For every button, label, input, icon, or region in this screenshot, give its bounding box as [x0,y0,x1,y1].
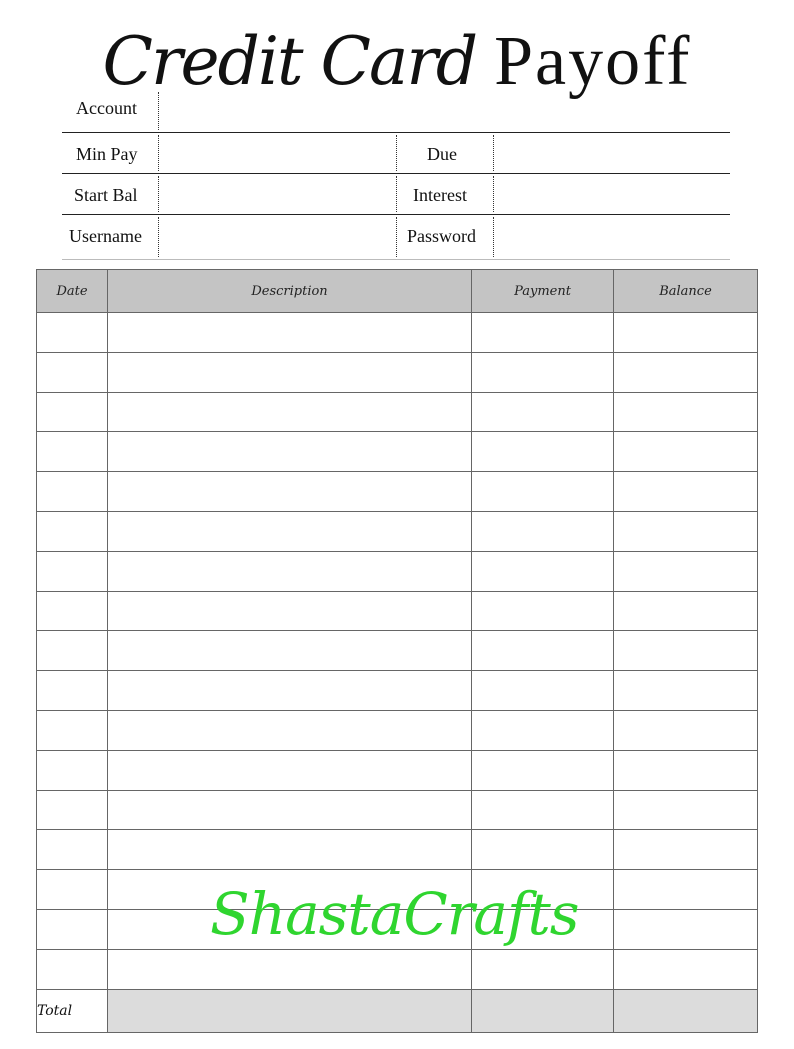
divider-dots [158,176,159,212]
payment-cell[interactable] [472,750,614,790]
column-header-date: Date [37,270,108,313]
description-cell[interactable] [108,591,472,631]
description-cell[interactable] [108,631,472,671]
account-label: Account [76,98,137,118]
payment-cell[interactable] [472,710,614,750]
divider-dots [396,135,397,171]
date-cell[interactable] [37,631,108,671]
date-cell[interactable] [37,313,108,353]
balance-cell[interactable] [614,909,758,949]
date-cell[interactable] [37,511,108,551]
description-cell[interactable] [108,352,472,392]
description-cell[interactable] [108,432,472,472]
payment-cell[interactable] [472,591,614,631]
ledger-row [37,790,758,830]
ledger-row [37,511,758,551]
payment-cell[interactable] [472,432,614,472]
description-cell[interactable] [108,551,472,591]
payment-cell[interactable] [472,671,614,711]
shastacrafts-watermark: ShastaCrafts [210,880,579,948]
divider-dots [396,217,397,257]
balance-cell[interactable] [614,790,758,830]
balance-cell[interactable] [614,472,758,512]
payment-cell[interactable] [472,511,614,551]
date-cell[interactable] [37,591,108,631]
date-cell[interactable] [37,949,108,989]
payment-cell[interactable] [472,631,614,671]
interest-label: Interest [413,185,467,205]
account-info-section [62,90,730,260]
balance-cell[interactable] [614,591,758,631]
divider-dots [493,135,494,171]
description-cell[interactable] [108,511,472,551]
balance-cell[interactable] [614,551,758,591]
balance-cell[interactable] [614,432,758,472]
ledger-row [37,830,758,870]
column-header-balance: Balance [614,270,758,313]
payment-cell[interactable] [472,949,614,989]
ledger-row [37,432,758,472]
divider-dots [158,217,159,257]
start-bal-row [62,174,730,215]
password-label: Password [407,226,477,246]
column-header-description: Description [108,270,472,313]
username-row [62,215,730,260]
payment-cell[interactable] [472,352,614,392]
balance-cell[interactable] [614,631,758,671]
balance-cell[interactable] [614,511,758,551]
title-script: Credit Card [102,23,477,100]
ledger-row [37,472,758,512]
total-payment-cell[interactable] [472,989,614,1032]
title-plain: Payoff [494,23,692,100]
payment-cell[interactable] [472,472,614,512]
total-description-cell [108,989,472,1032]
date-cell[interactable] [37,432,108,472]
description-cell[interactable] [108,830,472,870]
date-cell[interactable] [37,909,108,949]
balance-cell[interactable] [614,313,758,353]
payment-cell[interactable] [472,830,614,870]
ledger-row [37,551,758,591]
description-cell[interactable] [108,392,472,432]
ledger-row [37,710,758,750]
divider-dots [493,217,494,257]
divider-dots [493,176,494,212]
ledger-row [37,949,758,989]
date-cell[interactable] [37,472,108,512]
column-header-payment: Payment [472,270,614,313]
balance-cell[interactable] [614,830,758,870]
username-label: Username [69,226,142,246]
ledger-row [37,352,758,392]
payment-cell[interactable] [472,313,614,353]
date-cell[interactable] [37,392,108,432]
date-cell[interactable] [37,551,108,591]
ledger-row [37,392,758,432]
balance-cell[interactable] [614,710,758,750]
balance-cell[interactable] [614,870,758,910]
balance-cell[interactable] [614,352,758,392]
divider-dots [158,92,159,130]
date-cell[interactable] [37,671,108,711]
description-cell[interactable] [108,949,472,989]
due-label: Due [427,144,457,164]
total-row [37,989,758,1032]
ledger-row [37,591,758,631]
description-cell[interactable] [108,710,472,750]
ledger-row [37,631,758,671]
start-bal-label: Start Bal [74,185,138,205]
description-cell[interactable] [108,671,472,711]
ledger-row [37,671,758,711]
balance-cell[interactable] [614,750,758,790]
description-cell[interactable] [108,472,472,512]
divider-dots [158,135,159,171]
ledger-row [37,750,758,790]
ledger-row [37,313,758,353]
description-cell[interactable] [108,790,472,830]
account-row [62,90,730,133]
payment-cell[interactable] [472,392,614,432]
date-cell[interactable] [37,750,108,790]
balance-cell[interactable] [614,671,758,711]
date-cell[interactable] [37,710,108,750]
divider-dots [396,176,397,212]
date-cell[interactable] [37,830,108,870]
total-balance-cell[interactable] [614,989,758,1032]
min-pay-row [62,133,730,174]
balance-cell[interactable] [614,392,758,432]
balance-cell[interactable] [614,949,758,989]
payment-cell[interactable] [472,790,614,830]
ledger-header-row [37,270,758,313]
min-pay-label: Min Pay [76,144,138,164]
description-cell[interactable] [108,750,472,790]
date-cell[interactable] [37,870,108,910]
total-label: Total [37,989,108,1032]
payment-cell[interactable] [472,551,614,591]
date-cell[interactable] [37,352,108,392]
date-cell[interactable] [37,790,108,830]
description-cell[interactable] [108,313,472,353]
